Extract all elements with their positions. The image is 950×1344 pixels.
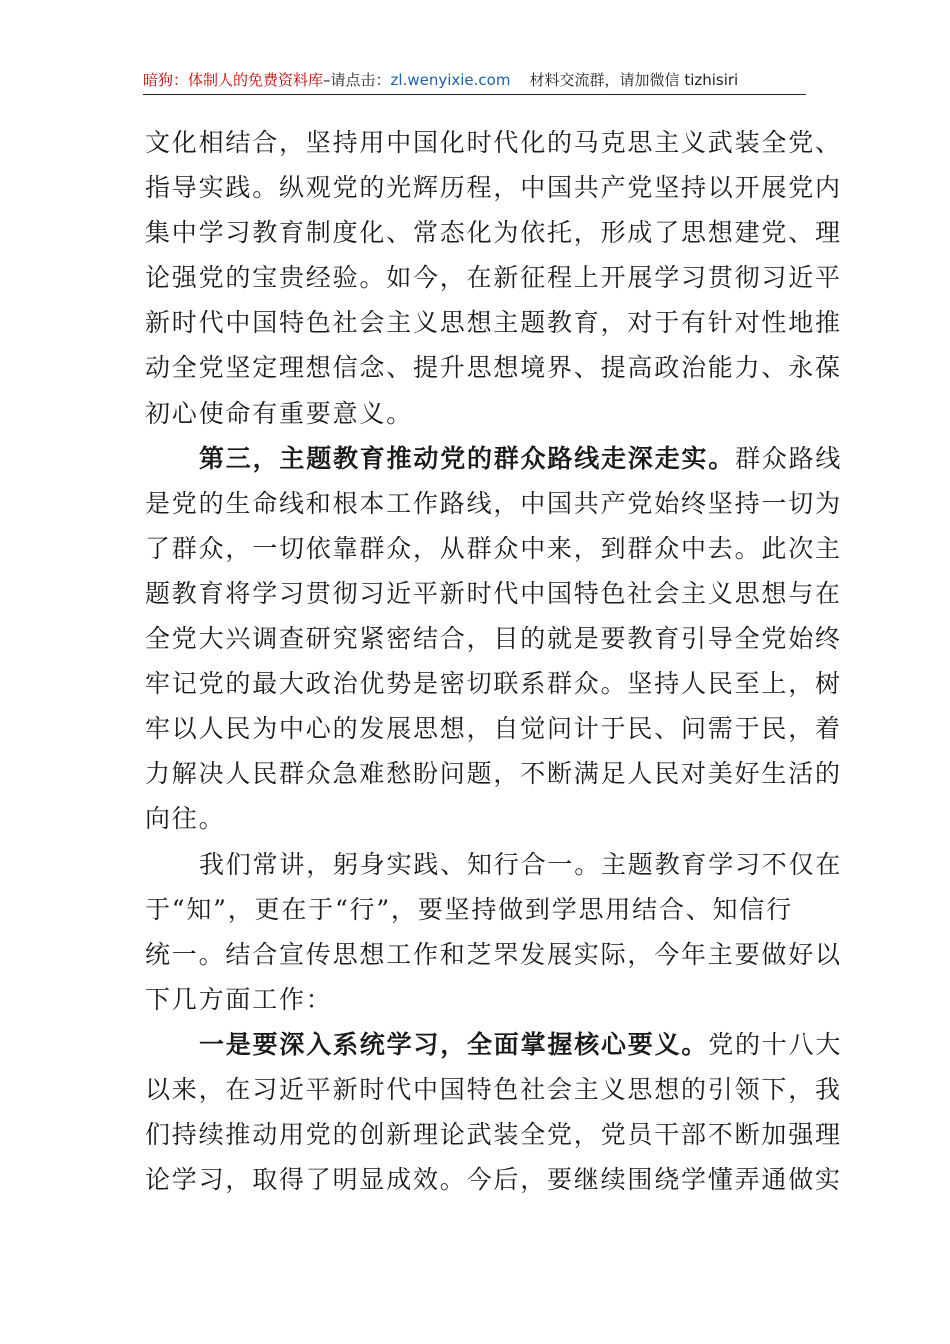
text-line: 是党的生命线和根本工作路线，中国共产党始终坚持一切为 [145,488,842,518]
paragraph-heading: 一是要深入系统学习，全面掌握核心要义。 [199,1029,709,1059]
text-line: 下几方面工作： [145,984,333,1014]
text-line: 统一。结合宣传思想工作和芝罘发展实际，今年主要做好以 [145,939,842,969]
text-line: 文化相结合，坚持用中国化时代化的马克思主义武装全党、 [145,128,842,157]
paragraph-1 [145,120,842,436]
text-line: 以来，在习近平新时代中国特色社会主义思想的引领下，我 [145,1074,842,1104]
document-body [145,120,843,1202]
text-line: 集中学习教育制度化、常态化为依托，形成了思想建党、理 [145,218,842,248]
text-line: 论学习，取得了明显成效。今后，要继续围绕学懂弄通做实 [145,1165,842,1195]
text-line-first [145,436,843,481]
paragraph-2 [145,436,843,842]
paragraph-4 [145,1022,843,1202]
header-prompt: –请点击： [323,71,391,89]
header-url-link[interactable]: zl.wenyixie.com [390,71,511,89]
text-line: 们持续推动用党的创新理论武装全党，党员干部不断加强理 [145,1120,842,1150]
text-run: 党的十八大 [708,1029,843,1059]
text-line-first: 我们常讲，躬身实践、知行合一。主题教育学习不仅在 [199,849,843,879]
text-line: 论强党的宝贵经验。如今，在新征程上开展学习贯彻习近平 [145,263,842,293]
text-line: 全党大兴调查研究紧密结合，目的就是要教育引导全党始终 [145,624,842,654]
text-line: 向往。 [145,804,226,834]
text-line-first [145,1022,843,1067]
text-line: 于“知”，更在于“行”，要坚持做到学思用结合、知信行 [145,894,793,924]
text-line: 牢以人民为中心的发展思想，自觉问计于民、问需于民，着 [145,714,842,744]
text-line: 题教育将学习贯彻习近平新时代中国特色社会主义思想与在 [145,578,842,608]
text-line: 指导实践。纵观党的光辉历程，中国共产党坚持以开展党内 [145,173,842,203]
text-line: 动全党坚定理想信念、提升思想境界、提高政治能力、永葆 [145,353,842,383]
page-header [143,66,806,95]
text-line: 力解决人民群众急难愁盼问题，不断满足人民对美好生活的 [145,759,842,789]
paragraph-3 [145,842,843,1022]
text-line: 初心使命有重要意义。 [145,398,414,428]
header-group-note: 材料交流群，请加微信 tizhisiri [529,71,739,89]
text-line: 牢记党的最大政治优势是密切联系群众。坚持人民至上，树 [145,669,842,699]
paragraph-heading: 第三，主题教育推动党的群众路线走深走实。 [199,443,736,473]
text-line: 新时代中国特色社会主义思想主题教育，对于有针对性地推 [145,308,842,338]
text-line: 了群众，一切依靠群众，从群众中来，到群众中去。此次主 [145,533,842,563]
text-run: 群众路线 [735,443,843,473]
header-brand: 暗狗：体制人的免费资料库 [143,71,324,89]
